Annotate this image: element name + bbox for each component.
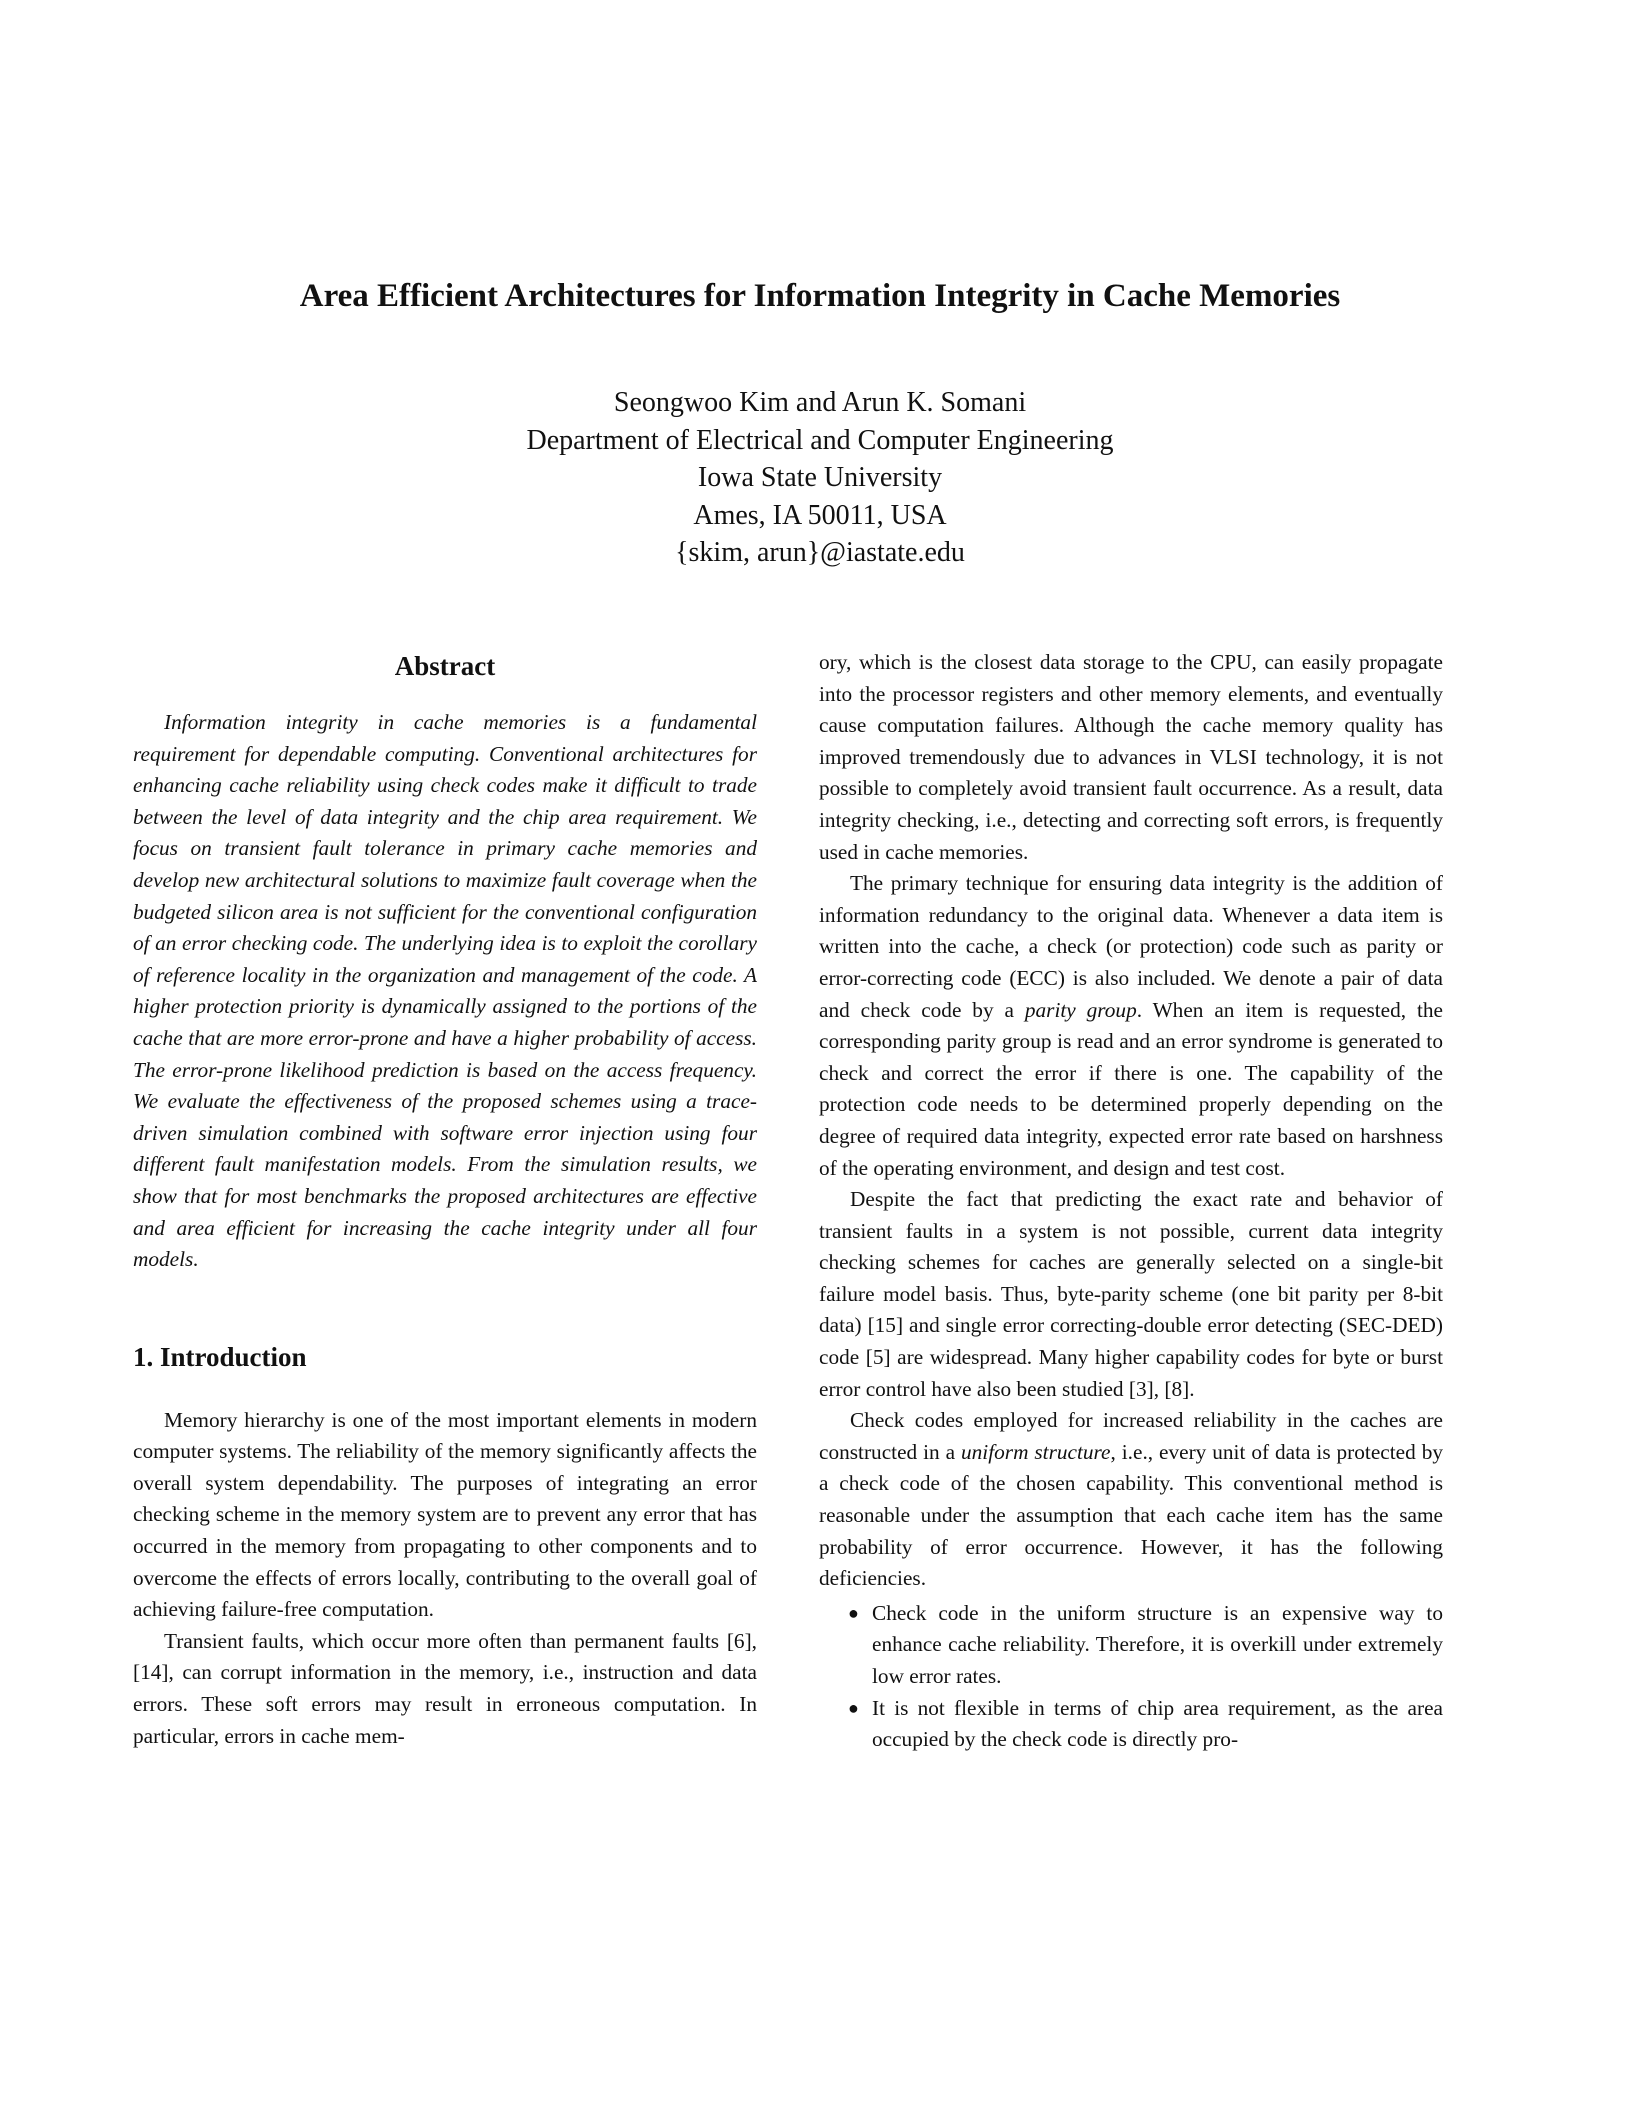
intro-paragraph-2: Transient faults, which occur more often than permanent faults [6], [14], can corrupt information in the memory, i.e., instruction and data errors. These soft errors may result in erroneous computation. In particular, errors in cache mem-	[133, 1628, 757, 1748]
abstract-body: Information integrity in cache memories is a fundamental requirement for dependable computing. Conventional architectures for enhancing cache reliability using check codes make it difficult to trade between the level of data integrity and the chip area requirement. We focus on transient fault tolerance in primary cache memories and develop new architectural solutions to maximize fault coverage when the budgeted silicon area is not sufficient for the conventional configuration of an error checking code. The underlying idea is to exploit the corollary of reference locality in the organization and management of the code. A higher protection priority is dynamically assigned to the portions of the cache that are more error-prone and have a higher probability of access. The error-prone likelihood prediction is based on the access frequency. We evaluate the effectiveness of the proposed schemes using a trace-driven simulation combined with software error injection using four different fault manifestation models. From the simulation results, we show that for most benchmarks the proposed architectures are effective and area efficient for increasing the cache integrity under all four models.	[133, 710, 757, 1272]
left-column	[133, 650, 757, 1752]
right-paragraph-2-text-a: The primary technique for ensuring data integrity is the addition of information redundancy to the original data. Whenever a data item is written into the cache, a check (or protection) code such as parity or error-correcting code (ECC) is also included. We denote a pair of data and check code by a	[819, 871, 1443, 1022]
abstract-heading: Abstract	[394, 651, 496, 681]
bullet-icon: ●	[848, 1602, 859, 1623]
list-item-text: It is not flexible in terms of chip area requirement, as the area occupied by the check code is directly pro-	[872, 1695, 1443, 1752]
right-paragraph-2	[819, 868, 1443, 1184]
introduction-heading: 1. Introduction	[133, 1341, 307, 1372]
term-parity-group: parity group	[1024, 997, 1137, 1022]
author-names: Seongwoo Kim and Arun K. Somani	[613, 387, 1027, 418]
list-item-text: Check code in the uniform structure is an expensive way to enhance cache reliability. Therefore, it is overkill under extremely low error rates.	[872, 1600, 1443, 1688]
right-paragraph-4	[819, 1405, 1443, 1595]
term-uniform-structure: uniform structure	[961, 1439, 1111, 1464]
right-paragraph-2-text-b: . When an item is requested, the corresponding parity group is read and an error syndrome is generated to check and correct the error if there is one. The capability of the protection code needs to be determined properly depending on the degree of required data integrity, expected error rate based on harshness of the operating environment, and design and test cost.	[819, 997, 1444, 1180]
author-email: {skim, arun}@iastate.edu	[675, 537, 965, 568]
list-item	[819, 1598, 1443, 1693]
right-paragraph-4-text-a: Check codes employed for increased reliability in the caches are constructed in a	[819, 1408, 1443, 1464]
paper-title: Area Efficient Architectures for Information Integrity in Cache Memories	[299, 278, 1341, 314]
intro-paragraph-1: Memory hierarchy is one of the most important elements in modern computer systems. The reliability of the memory significantly affects the overall system dependability. The purposes of integrating an error checking scheme in the memory system are to prevent any error that has occurred in the memory from propagating to other components and to overcome the effects of errors locally, contributing to the overall goal of achieving failure-free computation.	[133, 1407, 757, 1622]
deficiency-list	[819, 1598, 1443, 1756]
author-department: Department of Electrical and Computer Engineering	[526, 424, 1114, 456]
right-paragraph-4-text-b: , i.e., every unit of data is protected by a check code of the chosen capability. This conventional method is reasonable under the assumption that each cache item has the same probability of error occurrence. However, it has the following deficiencies.	[819, 1439, 1443, 1591]
right-paragraph-1: ory, which is the closest data storage to the CPU, can easily propagate into the processor registers and other memory elements, and eventually cause computation failures. Although the cache memory quality has improved tremendously due to advances in VLSI technology, it is not possible to completely avoid transient fault occurrence. As a result, data integrity checking, i.e., detecting and correcting soft errors, is frequently used in cache memories.	[819, 650, 1443, 864]
author-university: Iowa State University	[697, 462, 943, 493]
list-item	[819, 1693, 1443, 1756]
right-column	[819, 650, 1443, 1756]
right-paragraph-3: Despite the fact that predicting the exact rate and behavior of transient faults in a system is not possible, current data integrity checking schemes for caches are generally selected on a single-bit failure model basis. Thus, byte-parity scheme (one bit parity per 8-bit data) [15] and single error correcting-double error detecting (SEC-DED) code [5] are widespread. Many higher capability codes for byte or burst error control have also been studied [3], [8].	[819, 1187, 1443, 1401]
bullet-icon: ●	[848, 1697, 859, 1718]
author-block	[0, 384, 1640, 572]
author-location: Ames, IA 50011, USA	[693, 499, 947, 531]
